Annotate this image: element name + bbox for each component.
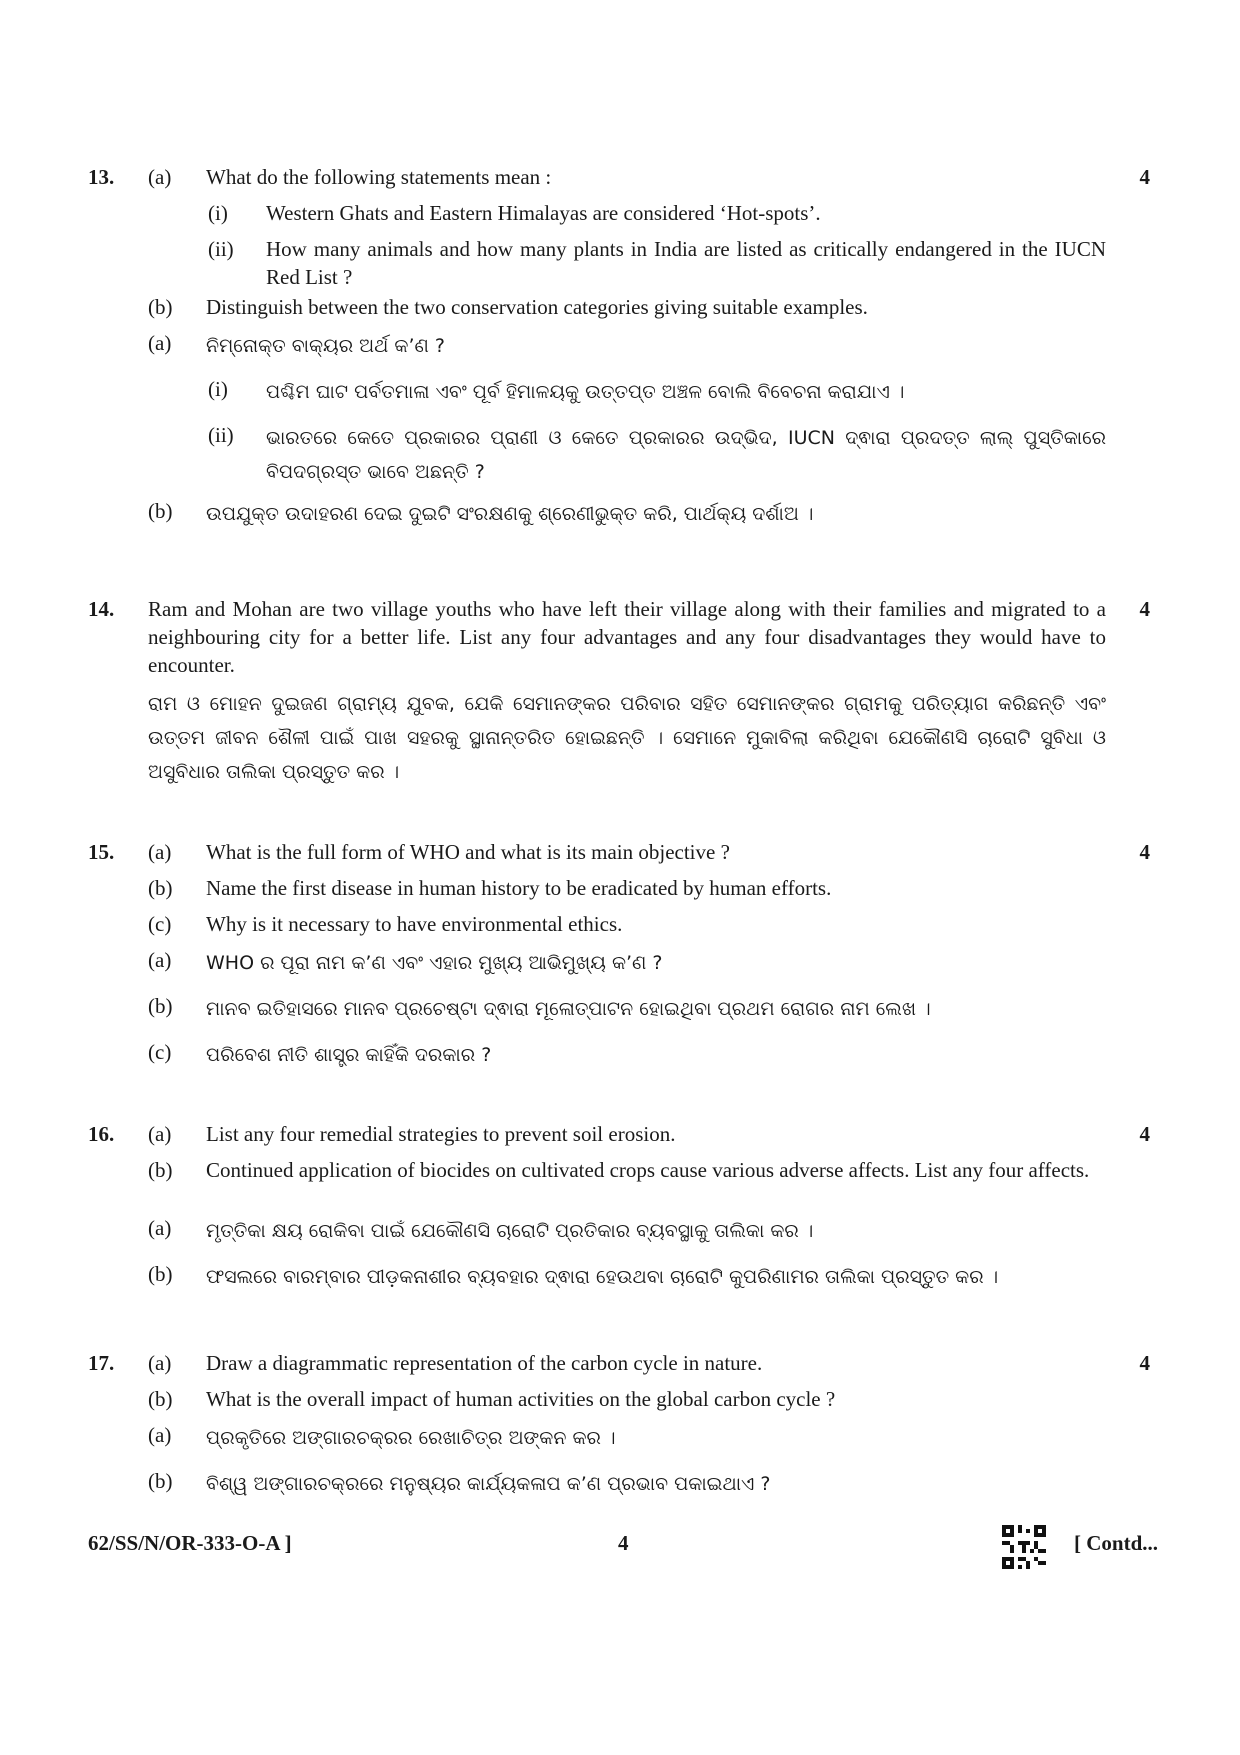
- odia-subpart-text: ଭାରତରେ କେତେ ପ୍ରକାରର ପ୍ରାଣୀ ଓ କେତେ ପ୍ରକାରର ଉଦ୍ଭିଦ, IUCN ଦ୍ଵାରା ପ୍ରଦତ୍ତ ଲାଲ୍ ପୁସ୍ତିକାରେ ବିପଦଗ୍ରସ୍ତ ଭାବେ ଅଛନ୍ତି ?: [266, 427, 1106, 483]
- part-label: (b): [148, 295, 173, 319]
- odia-part-text: ଉପଯୁକ୍ତ ଉଦାହରଣ ଦେଇ ଦୁଇଟି ସଂରକ୍ଷଣକୁ ଶ୍ରେଣୀଭୁକ୍ତ କରି, ପାର୍ଥକ୍ୟ ଦର୍ଶାଅ ।: [206, 503, 814, 525]
- question-14: [88, 595, 1158, 783]
- odia-part-text: ବିଶ୍ୱ ଅଙ୍ଗାରଚକ୍ରରେ ମନୁଷ୍ୟର କାର୍ଯ୍ୟକଳାପ କ’ଣ ପ୍ରଭାବ ପକାଇଥାଏ ?: [206, 1473, 771, 1495]
- part-label: (a): [148, 1122, 172, 1146]
- continued-marker: [ Contd...: [1073, 1531, 1158, 1555]
- paper-code: 62/SS/N/OR-333-O-A ]: [88, 1531, 292, 1555]
- question-number: 14.: [88, 597, 115, 621]
- odia-subpart-text: ପଶ୍ଚିମ ଘାଟ ପର୍ବତମାଳା ଏବଂ ପୂର୍ବ ହିମାଳୟକୁ ଉତ୍ତପ୍ତ ଅଞ୍ଚଳ ବୋଲି ବିବେଚନା କରାଯାଏ ।: [266, 381, 905, 403]
- part-label: (b): [148, 499, 173, 523]
- question-15: [88, 838, 1158, 1074]
- part-text: Draw a diagrammatic representation of the carbon cycle in nature.: [206, 1351, 763, 1375]
- subpart-text: How many animals and how many plants in India are listed as critically endangered in the IUCN Red List ?: [266, 237, 1106, 289]
- subpart-label: (ii): [208, 423, 234, 447]
- subpart-label: (ii): [208, 237, 234, 261]
- odia-question-text: ରାମ ଓ ମୋହନ ଦୁଇଜଣ ଗ୍ରାମ୍ୟ ଯୁବକ, ଯେକି ସେମାନଙ୍କର ପରିବାର ସହିତ ସେମାନଙ୍କର ଗ୍ରାମକୁ ପରିତ୍ୟାଗ କରିଛନ୍ତି ଏବଂ ଉତ୍ତମ ଜୀବନ ଶୈଳୀ ପାଇଁ ପାଖ ସହରକୁ ସ୍ଥାନାନ୍ତରିତ ହୋଇଛନ୍ତି । ସେମାନେ ମୁକାବିଲା କରିଥିବା ଯେକୌଣସି ଚାରୋଟି ସୁବିଧା ଓ ଅସୁବିଧାର ତାଲିକା ପ୍ରସ୍ତୁତ କର ।: [148, 693, 1106, 783]
- odia-part-text: ପ୍ରକୃତିରେ ଅଙ୍ଗାରଚକ୍ରର ରେଖାଚିତ୍ର ଅଙ୍କନ କର ।: [206, 1427, 616, 1449]
- marks: 4: [1139, 1122, 1150, 1146]
- part-label: (c): [148, 1040, 172, 1064]
- part-label: (a): [148, 165, 172, 189]
- part-label: (b): [148, 1262, 173, 1286]
- part-label: (a): [148, 840, 172, 864]
- question-number: 15.: [88, 840, 115, 864]
- question-13: [88, 163, 1158, 533]
- page-number: 4: [618, 1531, 629, 1555]
- question-17: [88, 1349, 1158, 1503]
- part-label: (c): [148, 912, 172, 936]
- part-text: Continued application of biocides on cultivated crops cause various adverse affects. List any four affects.: [206, 1158, 1090, 1182]
- odia-part-text: ପରିବେଶ ନୀତି ଶାସ୍ତ୍ର କାହିଁକି ଦରକାର ?: [206, 1044, 492, 1066]
- part-text: Why is it necessary to have environmental ethics.: [206, 912, 623, 936]
- odia-part-text: WHO ର ପୂରା ନାମ କ’ଣ ଏବଂ ଏହାର ମୁଖ୍ୟ ଆଭିମୁଖ୍ୟ କ’ଣ ?: [206, 952, 663, 974]
- marks: 4: [1139, 597, 1150, 621]
- question-text: Ram and Mohan are two village youths who have left their village along with their families and migrated to a neighbouring city for a better life. List any four advantages and any four disadvantages they would have to encounter.: [148, 597, 1106, 677]
- part-text: List any four remedial strategies to prevent soil erosion.: [206, 1122, 676, 1146]
- part-label: (b): [148, 994, 173, 1018]
- odia-part-text: ନିମ୍ନୋକ୍ତ ବାକ୍ୟର ଅର୍ଥ କ’ଣ ?: [206, 335, 445, 357]
- part-text: Name the first disease in human history to be eradicated by human efforts.: [206, 876, 832, 900]
- question-number: 16.: [88, 1122, 115, 1146]
- subpart-text: Western Ghats and Eastern Himalayas are considered ‘Hot-spots’.: [266, 201, 821, 225]
- part-label: (b): [148, 1469, 173, 1493]
- odia-part-text: ମୃତ୍ତିକା କ୍ଷୟ ରୋକିବା ପାଇଁ ଯେକୌଣସି ଚାରୋଟି ପ୍ରତିକାର ବ୍ୟବସ୍ଥାକୁ ତାଲିକା କର ।: [206, 1220, 814, 1242]
- subpart-label: (i): [208, 201, 228, 225]
- part-label: (a): [148, 1351, 172, 1375]
- question-number: 17.: [88, 1351, 115, 1375]
- question-16: [88, 1120, 1158, 1296]
- part-text: What is the overall impact of human activities on the global carbon cycle ?: [206, 1387, 836, 1411]
- part-text: What do the following statements mean :: [206, 165, 552, 189]
- part-label: (b): [148, 1387, 173, 1411]
- part-label: (a): [148, 1423, 172, 1447]
- odia-part-text: ମାନବ ଇତିହାସରେ ମାନବ ପ୍ରଚେଷ୍ଟା ଦ୍ଵାରା ମୂଳୋତ୍ପାଟନ ହୋଇଥିବା ପ୍ରଥମ ରୋଗର ନାମ ଲେଖ ।: [206, 998, 931, 1020]
- marks: 4: [1139, 165, 1150, 189]
- marks: 4: [1139, 1351, 1150, 1375]
- part-text: What is the full form of WHO and what is its main objective ?: [206, 840, 730, 864]
- part-label: (a): [148, 331, 172, 355]
- qr-code-icon: [1002, 1525, 1046, 1569]
- subpart-label: (i): [208, 377, 228, 401]
- part-label: (b): [148, 1158, 173, 1182]
- part-label: (b): [148, 876, 173, 900]
- marks: 4: [1139, 840, 1150, 864]
- part-label: (a): [148, 1216, 172, 1240]
- odia-part-text: ଫସଲରେ ବାରମ୍ବାର ପୀଡ଼କନାଶୀର ବ୍ୟବହାର ଦ୍ଵାରା ହେଉଥବା ଚାରୋଟି କୁପରିଣାମର ତାଲିକା ପ୍ରସ୍ତୁତ କର ।: [206, 1266, 999, 1288]
- question-number: 13.: [88, 165, 115, 189]
- part-label: (a): [148, 948, 172, 972]
- part-text: Distinguish between the two conservation categories giving suitable examples.: [206, 295, 868, 319]
- page-footer: [88, 1525, 1158, 1569]
